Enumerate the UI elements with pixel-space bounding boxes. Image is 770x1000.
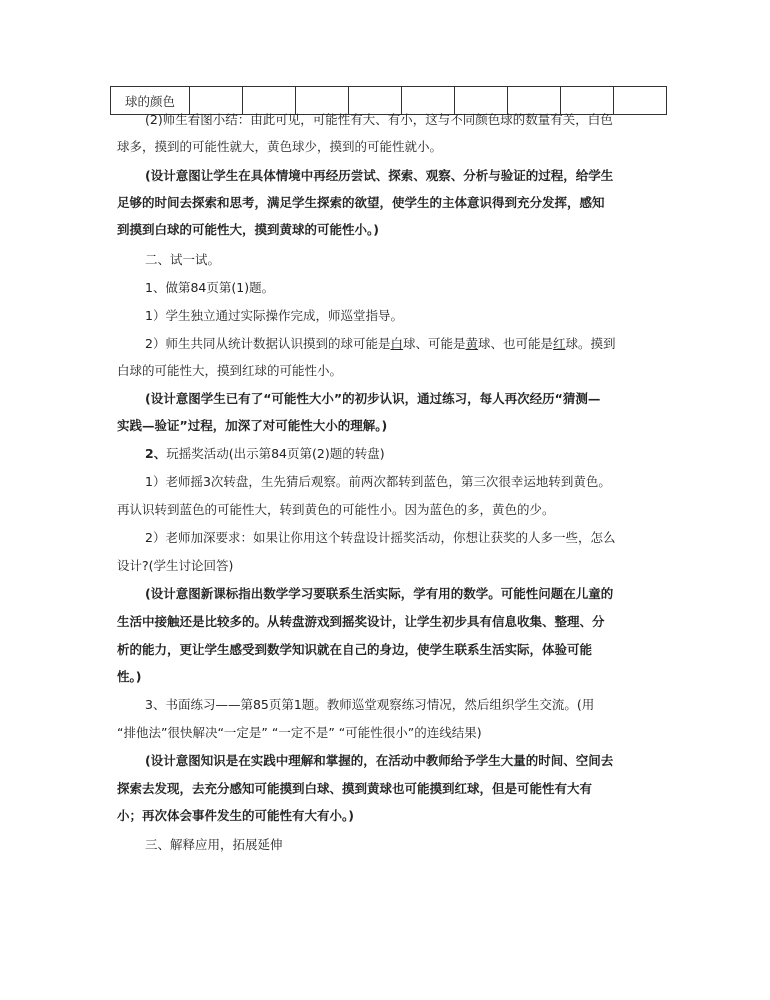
table-cell [614,87,667,115]
text-segment: 2、 [145,446,167,461]
design-intent-text: 性。) [117,669,142,684]
design-intent-text: (设计意图让学生在具体情境中再经历尝试、探索、观察、分析与验证的过程，给学生 [145,168,614,183]
paragraph-line: 3、书面练习——第85页第1题。教师巡堂观察练习情况，然后组织学生交流。(用 [145,697,595,712]
design-intent-text: (设计意图知识是在实践中理解和掌握的，在活动中教师给予学生大量的时间、空间去 [145,753,614,768]
text-segment: 红 [553,336,566,351]
paragraph-line: 1）学生独立通过实际操作完成，师巡堂指导。 [145,308,403,323]
design-intent-text: 析的能力，更让学生感受到数学知识就在自己的身边，使学生联系生活实际，体验可能 [117,642,593,657]
table-cell [508,87,561,115]
paragraph-line: 再认识转到蓝色的可能性大，转到黄色的可能性小。因为蓝色的多，黄色的少。 [117,502,555,517]
design-intent-text: 探索去发现，去充分感知可能摸到白球、摸到黄球也可能摸到红球，但是可能性有大有 [117,781,593,796]
text-segment: 球。摸到 [565,336,616,351]
paragraph-line: 白球的可能性大，摸到红球的可能性小。 [117,363,343,378]
design-intent-text: 生活中接触还是比较多的。从转盘游戏到摇奖设计，让学生初步具有信息收集、整理、分 [117,614,605,629]
paragraph-line: “排他法”很快解决“一定是” “一定不是” “可能性很小”的连线结果) [117,725,482,740]
table-cell [561,87,614,115]
table-cell [402,87,455,115]
paragraph-line: 1、做第84页第(1)题。 [145,280,275,295]
text-segment: 玩摇奖活动(出示第84页第(2)题的转盘) [166,446,385,461]
design-intent-text: (设计意图新课标指出数学学习要联系生活实际，学有用的数学。可能性问题在儿童的 [145,586,614,601]
paragraph-line: (2)师生看图小结：由此可见，可能性有大、有小，这与不同颜色球的数量有关，白色 [145,112,613,127]
text-segment: 2）师生共同从统计数据认识摸到的球可能是 [145,336,391,351]
paragraph-line: 二、试一试。 [145,252,221,267]
paragraph-line [145,446,385,462]
table-cell [243,87,296,115]
text-segment: 球、也可能是 [478,336,554,351]
paragraph-line [145,336,616,352]
design-intent-text: 实践—验证”过程，加深了对可能性大小的理解。) [117,418,388,433]
table-row-label: 球的颜色 [111,87,190,115]
paragraph-line: 设计?(学生讨论回答) [117,558,234,573]
design-intent-text: 到摸到白球的可能性大，摸到黄球的可能性小。) [117,222,379,237]
text-segment: 黄 [465,336,479,351]
design-intent-text: 足够的时间去探索和思考，满足学生探索的欲望，使学生的主体意识得到充分发挥，感知 [117,195,605,210]
table-row [111,87,667,115]
table-cell [349,87,402,115]
table-cell [190,87,243,115]
text-segment: 白 [390,336,403,351]
paragraph-line: 球多，摸到的可能性就大，黄色球少，摸到的可能性就小。 [117,139,443,154]
text-segment: 球、可能是 [402,336,466,351]
paragraph-line: 三、解释应用，拓展延伸 [145,837,283,852]
paragraph-line: 2）老师加深要求：如果让你用这个转盘设计摇奖活动，你想让获奖的人多一些，怎么 [145,530,616,545]
design-intent-text: (设计意图学生已有了“可能性大小”的初步认识，通过练习，每人再次经历“猜测— [145,391,601,406]
paragraph-line: 1）老师摇3次转盘，生先猜后观察。前两次都转到蓝色，第三次很幸运地转到黄色。 [145,474,611,489]
table-cell [455,87,508,115]
ball-color-table [110,86,667,115]
table-cell [296,87,349,115]
design-intent-text: 小；再次体会事件发生的可能性有大有小。) [117,808,354,823]
